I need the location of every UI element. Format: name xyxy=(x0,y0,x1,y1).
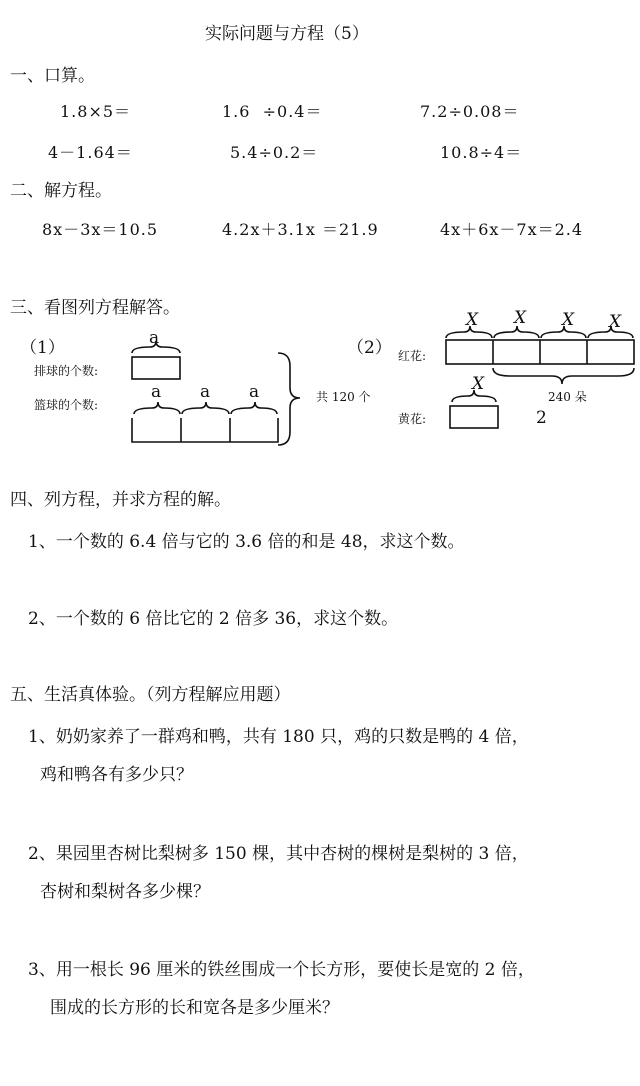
diagram-2-brace xyxy=(588,326,633,338)
diagram-1-row2-segments xyxy=(132,418,278,442)
equation-item: 8x－3x＝10.5 xyxy=(42,220,159,239)
section-1-heading: 一、口算。 xyxy=(10,66,95,86)
diagram-1-seg-label: a xyxy=(249,382,260,402)
diagram-2-total-brace xyxy=(493,368,634,384)
question-continuation: 鸡和鸭各有多少只？ xyxy=(40,765,193,785)
diagram-2-brace xyxy=(494,326,539,338)
diagram-2-seg-label: X xyxy=(514,308,527,328)
diagram-2-row2-label: 黄花: xyxy=(398,412,427,426)
diagram-2-seg-label: X xyxy=(609,312,622,332)
diagram-1-seg-label: a xyxy=(151,382,162,402)
question-continuation: 杏树和梨树各多少棵？ xyxy=(40,882,210,902)
mental-calc-item: 4－1.64＝ xyxy=(48,143,133,162)
mental-calc-item: 1.6 ÷0.4＝ xyxy=(222,102,323,121)
mental-calc-item: 7.2÷0.08＝ xyxy=(420,102,520,121)
diagram-1-row1-segment xyxy=(132,357,180,379)
diagram-1-number: （1） xyxy=(20,338,65,358)
diagram-1-seg-label: a xyxy=(149,328,160,348)
diagram-2-seg-label: X xyxy=(562,310,575,330)
question: 1、一个数的 6.4 倍与它的 3.6 倍的和是 48，求这个数。 xyxy=(28,532,465,552)
diagram-2-row2-bar xyxy=(450,406,498,428)
diagram-2-row1-dividers xyxy=(493,340,587,364)
diagram-1-total-brace xyxy=(278,353,300,445)
section-2-heading: 二、解方程。 xyxy=(10,181,112,201)
diagram-1-row2-label: 篮球的个数: xyxy=(34,398,99,412)
equation-item: 4x＋6x－7x＝2.4 xyxy=(440,220,584,239)
diagram-2-seg-label: X xyxy=(466,310,479,330)
diagram-1-brace xyxy=(134,402,180,414)
diagram-2-brace xyxy=(452,390,496,402)
question: 3、用一根长 96 厘米的铁丝围成一个长方形，要使长是宽的 2 倍， xyxy=(28,960,535,980)
diagram-2-total-label: 240 朵 xyxy=(548,390,587,404)
question: 2、果园里杏树比梨树多 150 棵，其中杏树的棵树是梨树的 3 倍， xyxy=(28,844,529,864)
section-3-heading: 三、看图列方程解答。 xyxy=(10,298,180,318)
equation-item: 4.2x＋3.1x ＝21.9 xyxy=(222,220,379,239)
diagram-2-number: （2） xyxy=(347,338,392,358)
diagram-1-brace xyxy=(231,402,277,414)
diagram-2-multiplier: 2 xyxy=(536,408,547,428)
diagram-1-brace xyxy=(182,402,229,414)
question: 2、一个数的 6 倍比它的 2 倍多 36，求这个数。 xyxy=(28,609,399,629)
diagram-2-brace xyxy=(541,326,586,338)
page-title: 实际问题与方程（5） xyxy=(205,24,369,44)
section-5-heading: 五、生活真体验。（列方程解应用题） xyxy=(10,685,291,705)
diagram-2-row1-label: 红花: xyxy=(398,349,427,363)
diagram-2-brace xyxy=(446,326,492,338)
diagram-1-total-label: 共 120 个 xyxy=(316,390,371,404)
question-continuation: 围成的长方形的长和宽各是多少厘米？ xyxy=(50,998,339,1018)
mental-calc-item: 10.8÷4＝ xyxy=(440,143,523,162)
diagram-1-seg-label: a xyxy=(200,382,211,402)
diagram-1-brace xyxy=(132,341,180,353)
diagram-1-row1-label: 排球的个数: xyxy=(34,364,99,378)
mental-calc-item: 1.8×5＝ xyxy=(60,102,132,121)
section-4-heading: 四、列方程，并求方程的解。 xyxy=(10,490,231,510)
question: 1、奶奶家养了一群鸡和鸭，共有 180 只，鸡的只数是鸭的 4 倍， xyxy=(28,727,529,747)
diagram-2-seg-label: X xyxy=(472,374,485,394)
mental-calc-item: 5.4÷0.2＝ xyxy=(230,143,319,162)
